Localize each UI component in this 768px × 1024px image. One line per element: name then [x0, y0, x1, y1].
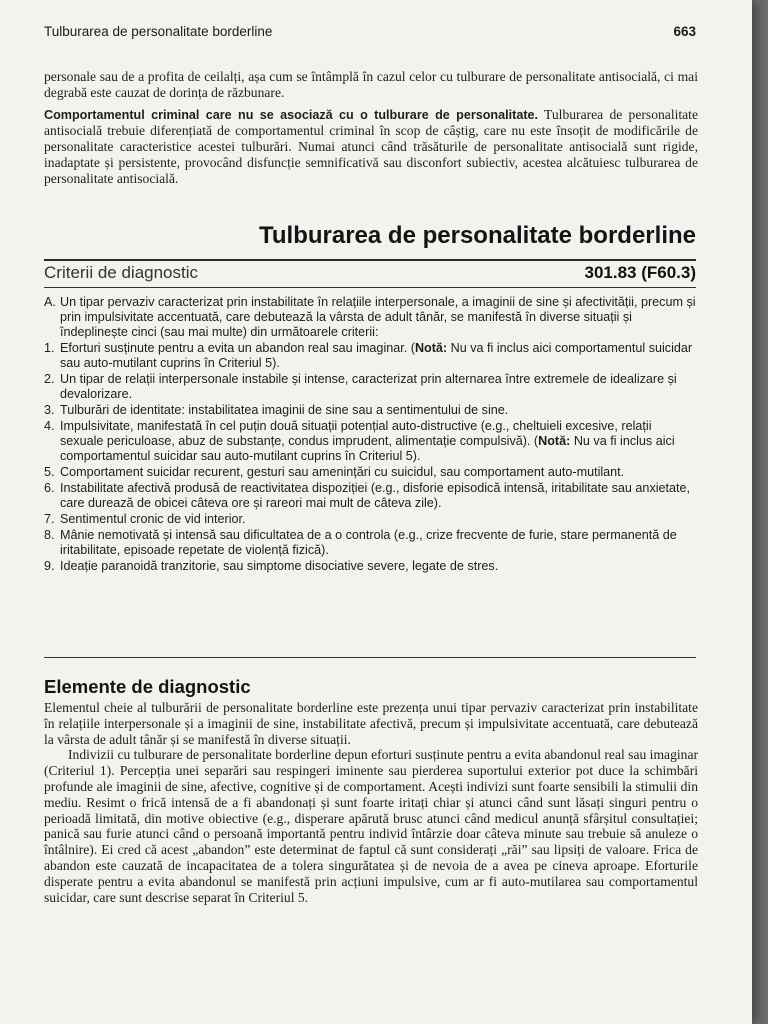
- page-number: 663: [673, 24, 696, 39]
- intro-paragraph-text: Tulburarea de personalitate antisocială trebuie diferențiată de comportamentul criminal în scop de câștig, care nu este însoțit de modificările de personalitate caracteristice acestei tulburări. Numai atunci când trăsăturile de personalitate antisocială sunt rigide, inadaptate și persistente, provocând disfuncție semnificativă sau disconfort subiectiv, acestea alcătuiesc tulburarea de personalitate antisocială.: [44, 106, 698, 186]
- criterion-marker: 5.: [44, 465, 55, 479]
- divider-rule: [44, 657, 696, 658]
- criterion-item: [44, 465, 696, 480]
- criterion-note-text: Nu va fi inclus aici comportamentul suicidar sau auto-mutilant cuprins în Criteriul 5).: [60, 434, 675, 463]
- criterion-marker: 1.: [44, 341, 55, 355]
- criteria-list: [44, 295, 696, 575]
- criterion-text: Un tipar pervaziv caracterizat prin instabilitate în relațiile interpersonale, a imaginii de sine și afectivității, precum și prin impulsivitate accentuată, care debutează la vârsta de adult tânăr, se manifestă în diverse situații și îndeplinește cinci (sau mai multe) din următoarele criterii:: [60, 295, 696, 339]
- divider-rule: [44, 287, 696, 288]
- criterion-note-label: Notă:: [414, 341, 448, 355]
- criterion-item: [44, 419, 696, 464]
- criterion-item: [44, 512, 696, 527]
- divider-rule: [44, 259, 696, 261]
- body-paragraph: Elementul cheie al tulburării de personalitate borderline este prezența unui tipar pervaziv caracterizat prin instabilitate în relațiile interpersonale și a imaginii de sine, instabilitate afectivă, precum și impulsivitate accentuată, care debutează la vârsta de adult tânăr și se manifestă în diverse situații.: [44, 700, 698, 747]
- criterion-text: Instabilitate afectivă produsă de reactivitatea dispoziției (e.g., disforie episodică intensă, iritabilitate sau anxietate, care durează de obicei câteva ore și rareori mai mult de câteva zile).: [60, 481, 691, 510]
- criterion-marker: 9.: [44, 559, 55, 573]
- subsection-title: Elemente de diagnostic: [44, 676, 251, 697]
- criteria-header: [44, 263, 696, 287]
- running-header: [44, 24, 696, 44]
- criterion-a: [44, 295, 696, 340]
- criterion-item: [44, 559, 696, 574]
- criterion-text: Eforturi susținute pentru a evita un abandon real sau imaginar. (: [60, 341, 415, 355]
- criterion-item: [44, 403, 696, 418]
- intro-text: [44, 69, 698, 187]
- criterion-text: Ideație paranoidă tranzitorie, sau simptome disociative severe, legate de stres.: [60, 559, 499, 573]
- criterion-text: Mânie nemotivată și intensă sau dificultatea de a o controla (e.g., crize frecvente de furie, stare permanentă de iritabilitate, episoade repetate de violență fizică).: [60, 528, 677, 557]
- criterion-marker: 2.: [44, 372, 55, 386]
- criterion-text: Sentimentul cronic de vid interior.: [60, 512, 246, 526]
- criterion-note-text: Nu va fi inclus aici comportamentul suicidar sau auto-mutilant cuprins în Criteriul 5).: [60, 341, 693, 370]
- criteria-label: Criterii de diagnostic: [44, 263, 199, 282]
- criterion-text: Tulburări de identitate: instabilitatea imaginii de sine sau a sentimentului de sine.: [60, 403, 509, 417]
- criterion-item: [44, 341, 696, 371]
- criterion-marker: 6.: [44, 481, 55, 495]
- criterion-note-label: Notă:: [538, 434, 571, 448]
- body-paragraph: Indivizii cu tulburare de personalitate borderline depun eforturi susținute pentru a evita abandonul real sau imaginar (Criteriul 1). Percepția unei separări sau respingeri iminente sau pierderea suportului exterior pot duce la schimbări profunde ale imaginii de sine, afective, cognitive și de comportament. Acești indivizi sunt foarte sensibili la stimulii din mediu. Resimt o frică intensă de a fi abandonați și sunt foarte iritați chiar și atunci când sunt lăsați singuri pentru o perioadă limitată, din motive obiective (e.g., disperare apărută brusc atunci când medicul anunță sfârșitul consultației; panică sau furie atunci când o persoană importantă pentru individ întârzie doar câteva minute sau trebuie să anuleze o întâlnire). Ei cred că acest „abandon” este determinat de faptul că sunt considerați „răi” sau lipsiți de valoare. Frica de abandon este cauzată de incapacitatea de a tolera singurătatea și de nevoia de a avea pe cineva aproape. Eforturile disperate pentru a evita abandonul se manifestă prin acțiuni impulsive, cum ar fi auto-mutilarea sau comportamentul suicidar, care sunt descrise separat în Criteriul 5.: [44, 747, 698, 905]
- criterion-item: [44, 372, 696, 402]
- intro-paragraph-criminal: [44, 107, 698, 187]
- diagnostic-code: 301.83 (F60.3): [584, 263, 696, 282]
- diagnostic-features-text: [44, 700, 698, 905]
- criterion-text: Un tipar de relații interpersonale instabile și intense, caracterizat prin alternarea între extremele de idealizare și devalorizare.: [60, 372, 677, 401]
- criterion-item: [44, 528, 696, 558]
- criterion-text: Comportament suicidar recurent, gesturi sau amenințări cu suicidul, sau comportament auto-mutilant.: [60, 465, 625, 479]
- criterion-item: [44, 481, 696, 511]
- intro-paragraph: personale sau de a profita de ceilalți, așa cum se întâmplă în cazul celor cu tulburare de personalitate antisocială, ci mai degrabă este cauzat de dorința de răzbunare.: [44, 69, 698, 100]
- section-title: Tulburarea de personalitate borderline: [259, 222, 696, 249]
- runin-heading: Comportamentul criminal care nu se asociază cu o tulburare de personalitate.: [44, 107, 539, 122]
- criterion-marker: 4.: [44, 419, 55, 433]
- criterion-text: Impulsivitate, manifestată în cel puțin două situații potențial auto-distructive (e.g., cheltuieli excesive, relații sexuale periculoase, abuz de substanțe, condus imprudent, alimentație compulsivă). (: [60, 419, 652, 448]
- criterion-marker: 3.: [44, 403, 55, 417]
- criterion-marker: 8.: [44, 528, 55, 542]
- criterion-marker: 7.: [44, 512, 55, 526]
- running-title: Tulburarea de personalitate borderline: [44, 24, 273, 39]
- criterion-marker: A.: [44, 295, 56, 309]
